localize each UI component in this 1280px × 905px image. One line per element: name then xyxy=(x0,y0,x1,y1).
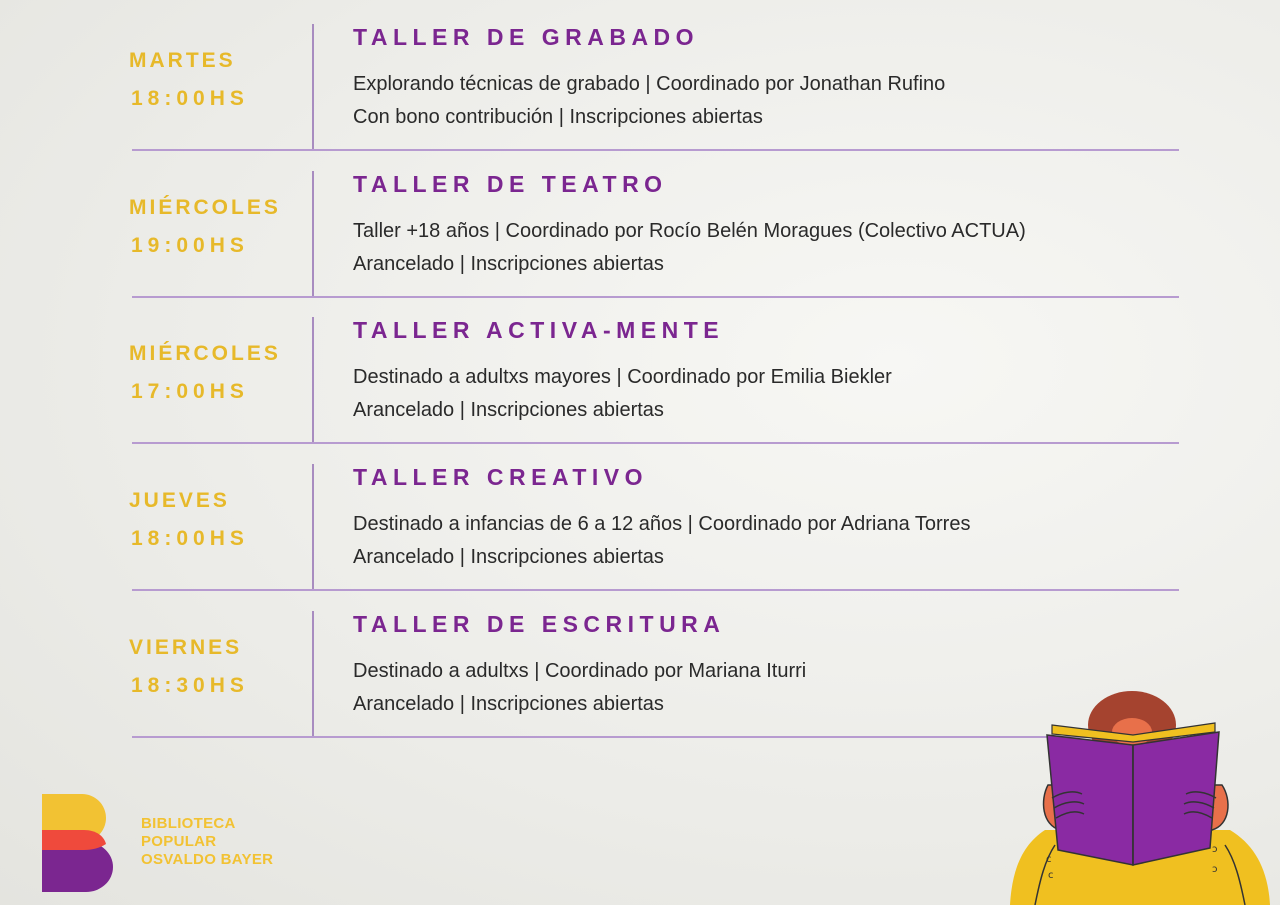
workshop-time: 18:00HS xyxy=(131,87,249,110)
workshop-pricing: Arancelado | Inscripciones abiertas xyxy=(353,693,664,715)
workshop-title: TALLER CREATIVO xyxy=(353,464,649,490)
workshop-description: Destinado a adultxs | Coordinado por Mariana Iturri xyxy=(353,660,807,682)
organization-name-line: POPULAR xyxy=(141,833,217,850)
column-divider xyxy=(312,611,314,736)
column-divider xyxy=(312,24,314,149)
row-divider xyxy=(132,296,1179,298)
row-divider xyxy=(132,442,1179,444)
workshop-row xyxy=(0,171,1280,318)
column-divider xyxy=(312,171,314,296)
workshop-day: MIÉRCOLES xyxy=(129,342,281,365)
workshop-pricing: Con bono contribución | Inscripciones abiertas xyxy=(353,106,763,128)
workshop-day: JUEVES xyxy=(129,489,230,512)
organization-name-line: OSVALDO BAYER xyxy=(141,851,274,868)
workshop-day: MIÉRCOLES xyxy=(129,196,281,219)
workshop-title: TALLER DE GRABADO xyxy=(353,24,700,50)
workshop-title: TALLER ACTIVA-MENTE xyxy=(353,317,725,343)
workshop-time: 18:30HS xyxy=(131,674,249,697)
workshop-time: 19:00HS xyxy=(131,234,249,257)
library-logo-icon xyxy=(40,792,120,892)
workshop-day: MARTES xyxy=(129,49,236,72)
workshop-time: 17:00HS xyxy=(131,380,249,403)
workshop-row xyxy=(0,24,1280,171)
workshop-pricing: Arancelado | Inscripciones abiertas xyxy=(353,546,664,568)
svg-text:ɔ: ɔ xyxy=(1212,844,1218,855)
workshop-title: TALLER DE ESCRITURA xyxy=(353,611,726,637)
column-divider xyxy=(312,317,314,442)
row-divider xyxy=(132,149,1179,151)
workshop-day: VIERNES xyxy=(129,636,243,659)
workshop-description: Destinado a adultxs mayores | Coordinado por Emilia Biekler xyxy=(353,366,892,388)
workshop-time: 18:00HS xyxy=(131,527,249,550)
svg-text:c: c xyxy=(1048,870,1054,881)
person-reading-illustration xyxy=(1000,680,1280,905)
workshop-row xyxy=(0,464,1280,611)
workshop-description: Taller +18 años | Coordinado por Rocío Belén Moragues (Colectivo ACTUA) xyxy=(353,220,1026,242)
workshop-description: Explorando técnicas de grabado | Coordinado por Jonathan Rufino xyxy=(353,73,946,95)
workshop-row xyxy=(0,317,1280,464)
workshop-pricing: Arancelado | Inscripciones abiertas xyxy=(353,399,664,421)
svg-text:ɔ: ɔ xyxy=(1212,864,1218,875)
workshop-title: TALLER DE TEATRO xyxy=(353,171,668,197)
workshop-pricing: Arancelado | Inscripciones abiertas xyxy=(353,253,664,275)
organization-name-line: BIBLIOTECA xyxy=(141,815,236,832)
svg-text:c: c xyxy=(1046,854,1052,865)
row-divider xyxy=(132,589,1179,591)
column-divider xyxy=(312,464,314,589)
organization-name xyxy=(141,815,273,869)
workshop-description: Destinado a infancias de 6 a 12 años | Coordinado por Adriana Torres xyxy=(353,513,971,535)
